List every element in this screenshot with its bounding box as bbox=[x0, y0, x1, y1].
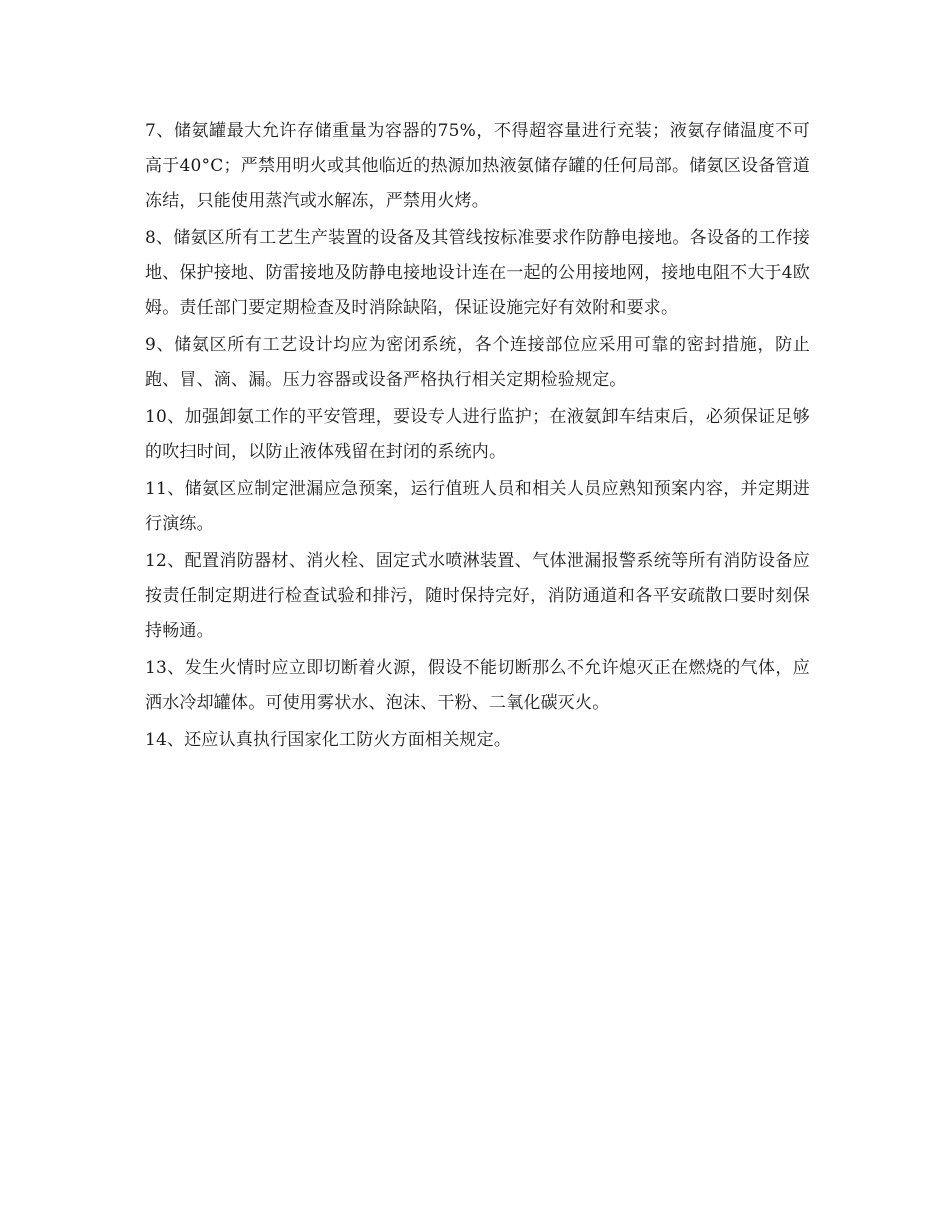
paragraph-item-14: 14、还应认真执行国家化工防火方面相关规定。 bbox=[145, 730, 512, 750]
paragraph-item-7: 7、储氨罐最大允许存储重量为容器的75%，不得超容量进行充装；液氨存储温度不可高于40°C；严禁用明火或其他临近的热源加热液氨储存罐的任何局部。储氨区设备管道冻结，只能使用蒸汽或水解冻，严禁用火烤。 bbox=[145, 121, 810, 211]
paragraph-item-10: 10、加强卸氨工作的平安管理，要设专人进行监护；在液氨卸车结束后，必须保证足够的吹扫时间，以防止液体残留在封闭的系统内。 bbox=[145, 407, 810, 462]
paragraph-item-13: 13、发生火情时应立即切断着火源，假设不能切断那么不允许熄灭正在燃烧的气体，应洒水冷却罐体。可使用雾状水、泡沫、干粉、二氧化碳灭火。 bbox=[145, 658, 810, 713]
paragraph-item-9: 9、储氨区所有工艺设计均应为密闭系统，各个连接部位应采用可靠的密封措施，防止跑、冒、滴、漏。压力容器或设备严格执行相关定期检验规定。 bbox=[145, 335, 810, 390]
document-body bbox=[145, 114, 810, 760]
paragraph-item-12: 12、配置消防器材、消火栓、固定式水喷淋装置、气体泄漏报警系统等所有消防设备应按责任制定期进行检查试验和排污，随时保持完好，消防通道和各平安疏散口要时刻保持畅通。 bbox=[145, 551, 810, 641]
paragraph-item-11: 11、储氨区应制定泄漏应急预案，运行值班人员和相关人员应熟知预案内容，并定期进行演练。 bbox=[145, 479, 810, 534]
paragraph-item-8: 8、储氨区所有工艺生产装置的设备及其管线按标准要求作防静电接地。各设备的工作接地、保护接地、防雷接地及防静电接地设计连在一起的公用接地网，接地电阻不大于4欧姆。责任部门要定期检查及时消除缺陷，保证设施完好有效附和要求。 bbox=[145, 228, 810, 318]
